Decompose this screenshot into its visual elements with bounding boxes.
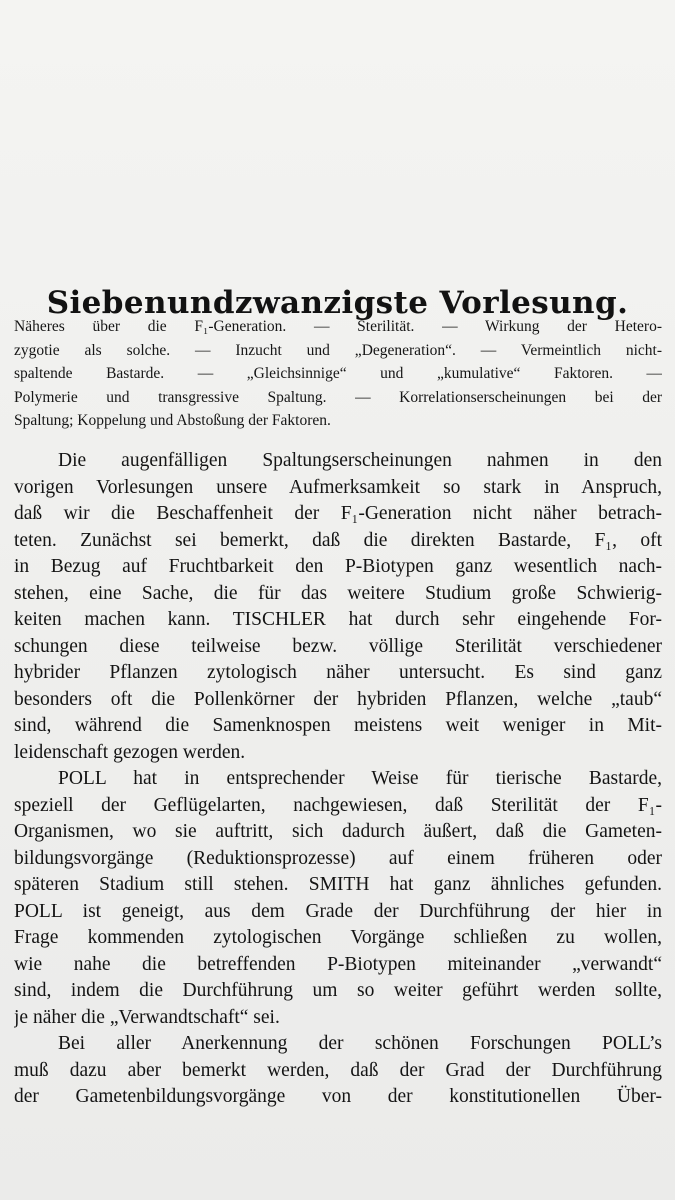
text-line: Frage kommenden zytologischen Vorgänge schließen zu wollen, xyxy=(14,927,662,948)
text-line: vorigen Vorlesungen unsere Aufmerksamkeit so stark in Anspruch, xyxy=(14,476,662,498)
text-line: Die augenfälligen Spaltungserscheinungen nahmen in den xyxy=(58,450,662,471)
text-line: teten. Zunächst sei bemerkt, daß die direkten Bastarde, F₁, oft xyxy=(14,529,662,551)
text-line: daß wir die Beschaffenheit der F₁-Generation nicht näher betrach- xyxy=(14,503,662,524)
text-line: bildungsvorgänge (Reduktionsprozesse) auf einem früheren oder xyxy=(14,847,662,869)
summary-line: Spaltung; Koppelung und Abstoßung der Faktoren. xyxy=(14,412,331,429)
chapter-title: Siebenundzwanzigste Vorlesung. xyxy=(46,284,629,321)
text-line: Bei aller Anerkennung der schönen Forschungen POLL’s xyxy=(58,1033,662,1054)
text-line: sind, während die Samenknospen meistens weit weniger in Mit- xyxy=(14,715,662,736)
text-line: in Bezug auf Fruchtbarkeit den P-Biotypen ganz wesentlich nach- xyxy=(14,556,662,577)
paragraph-1 xyxy=(14,448,662,766)
summary-line: Polymerie und transgressive Spaltung. — Korrelationserscheinungen bei der xyxy=(14,388,662,406)
text-line: späteren Stadium still stehen. SMITH hat ganz ähnliches gefunden. xyxy=(14,874,662,895)
text-line: leidenschaft gezogen werden. xyxy=(14,741,246,763)
summary-line: Näheres über die F₁-Generation. — Sterilität. — Wirkung der Hetero- xyxy=(14,318,662,335)
summary-line: zygotie als solche. — Inzucht und „Degeneration“. — Vermeintlich nicht- xyxy=(14,341,662,359)
text-line: stehen, eine Sache, die für das weitere Studium große Schwierig- xyxy=(14,582,662,604)
text-line: wie nahe die betreffenden P-Biotypen miteinander „verwandt“ xyxy=(14,953,662,975)
summary-line: spaltende Bastarde. — „Gleichsinnige“ und „kumulative“ Faktoren. — xyxy=(14,365,662,382)
paragraph-2 xyxy=(14,766,662,1031)
text-line: hybrider Pflanzen zytologisch näher untersucht. Es sind ganz xyxy=(14,662,662,683)
chapter-summary xyxy=(14,315,662,433)
text-line: keiten machen kann. TISCHLER hat durch sehr eingehende For- xyxy=(14,609,662,630)
text-line: POLL ist geneigt, aus dem Grade der Durchführung der hier in xyxy=(14,900,662,922)
text-line: Organismen, wo sie auftritt, sich dadurch äußert, daß die Gameten- xyxy=(14,821,662,842)
text-line: schungen diese teilweise bezw. völlige Sterilität verschiedener xyxy=(14,635,662,657)
text-line: muß dazu aber bemerkt werden, daß der Grad der Durchführung xyxy=(14,1059,662,1081)
body-text xyxy=(14,448,662,1111)
text-line: je näher die „Verwandtschaft“ sei. xyxy=(14,1006,280,1028)
text-line: besonders oft die Pollenkörner der hybriden Pflanzen, welche „taub“ xyxy=(14,688,662,710)
paragraph-3 xyxy=(14,1031,662,1111)
text-line: der Gametenbildungsvorgänge von der konstitutionellen Über- xyxy=(14,1086,662,1107)
text-line: speziell der Geflügelarten, nachgewiesen, daß Sterilität der F₁- xyxy=(14,794,662,816)
text-line: sind, indem die Durchführung um so weiter geführt werden sollte, xyxy=(14,980,662,1001)
text-line: POLL hat in entsprechender Weise für tierische Bastarde, xyxy=(58,768,662,789)
